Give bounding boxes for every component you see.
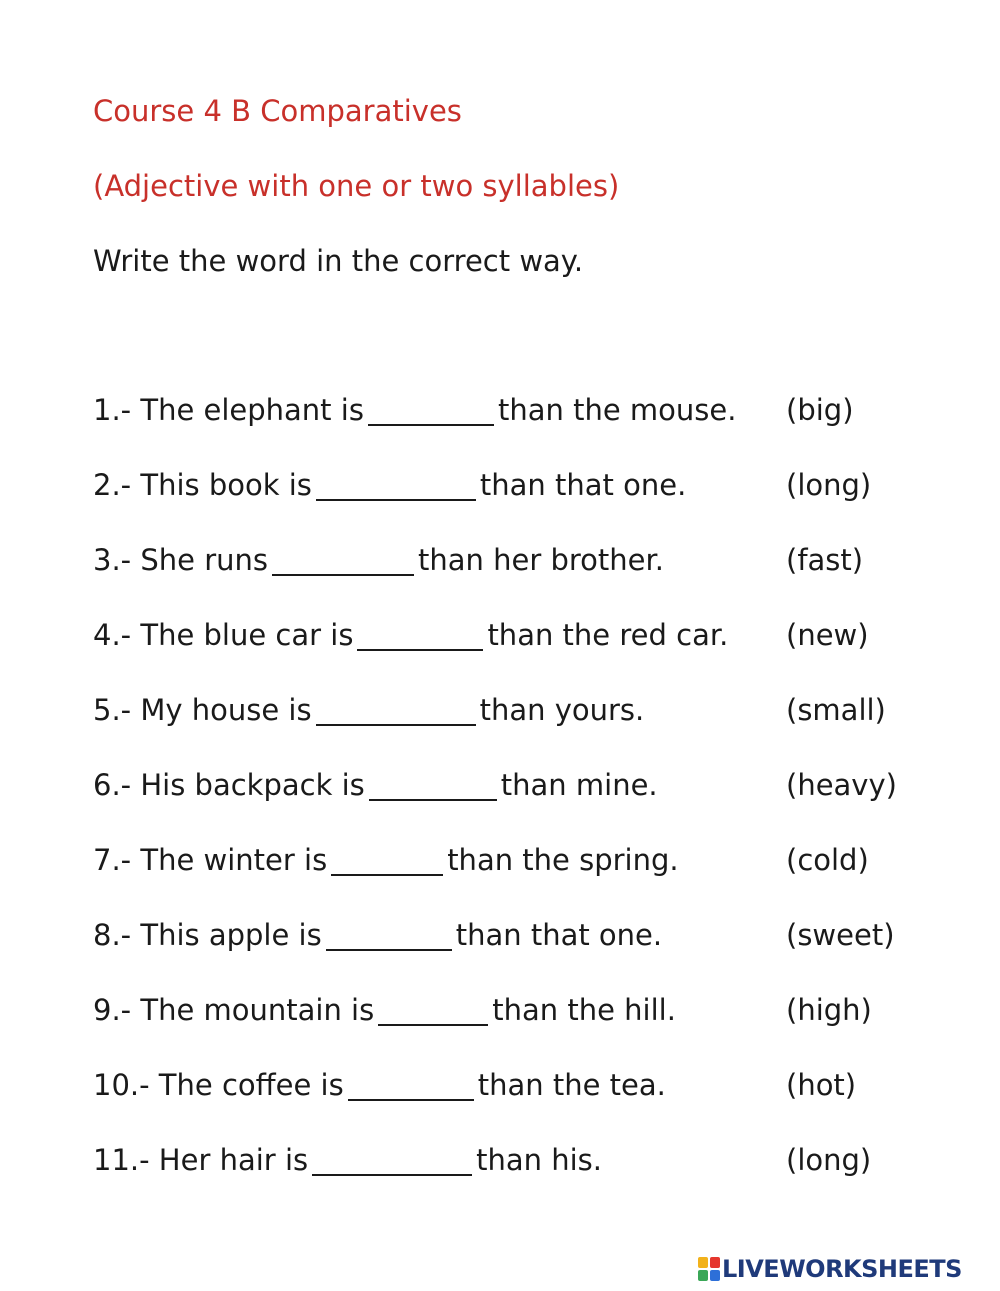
sentence-start: 9.- The mountain is <box>93 993 375 1027</box>
answer-blank-input[interactable] <box>316 696 476 726</box>
exercise-sentence <box>93 543 664 577</box>
exercise-sentence <box>93 393 736 427</box>
exercise-item <box>93 768 953 808</box>
adjective-hint: (long) <box>786 468 872 502</box>
exercise-item <box>93 468 953 508</box>
answer-blank-input[interactable] <box>331 846 443 876</box>
sentence-end: than that one. <box>479 468 687 502</box>
sentence-start: 1.- The elephant is <box>93 393 364 427</box>
exercise-sentence <box>93 843 679 877</box>
worksheet-subtitle: (Adjective with one or two syllables) <box>93 169 620 203</box>
sentence-start: 8.- This apple is <box>93 918 322 952</box>
exercise-item <box>93 393 953 433</box>
exercise-item <box>93 618 953 658</box>
sentence-end: than the red car. <box>487 618 729 652</box>
exercise-sentence <box>93 468 686 502</box>
answer-blank-input[interactable] <box>272 546 414 576</box>
sentence-start: 5.- My house is <box>93 693 312 727</box>
brand-name: LIVEWORKSHEETS <box>722 1255 962 1283</box>
sentence-start: 7.- The winter is <box>93 843 328 877</box>
sentence-end: than that one. <box>455 918 663 952</box>
answer-blank-input[interactable] <box>368 396 494 426</box>
answer-blank-input[interactable] <box>357 621 483 651</box>
exercise-item <box>93 993 953 1033</box>
logo-tile-4 <box>710 1270 720 1281</box>
exercise-sentence <box>93 1068 666 1102</box>
answer-blank-input[interactable] <box>316 471 476 501</box>
adjective-hint: (new) <box>786 618 869 652</box>
sentence-start: 2.- This book is <box>93 468 312 502</box>
answer-blank-input[interactable] <box>369 771 497 801</box>
adjective-hint: (cold) <box>786 843 869 877</box>
sentence-start: 3.- She runs <box>93 543 268 577</box>
adjective-hint: (fast) <box>786 543 864 577</box>
adjective-hint: (sweet) <box>786 918 895 952</box>
adjective-hint: (small) <box>786 693 886 727</box>
adjective-hint: (hot) <box>786 1068 857 1102</box>
logo-tile-1 <box>698 1257 708 1268</box>
sentence-start: 11.- Her hair is <box>93 1143 309 1177</box>
exercise-item <box>93 843 953 883</box>
adjective-hint: (high) <box>786 993 872 1027</box>
sentence-start: 10.- The coffee is <box>93 1068 344 1102</box>
adjective-hint: (heavy) <box>786 768 897 802</box>
exercise-sentence <box>93 618 728 652</box>
answer-blank-input[interactable] <box>348 1071 474 1101</box>
answer-blank-input[interactable] <box>312 1146 472 1176</box>
sentence-end: than the tea. <box>477 1068 666 1102</box>
liveworksheets-logo-icon <box>698 1257 720 1281</box>
sentence-end: than his. <box>476 1143 602 1177</box>
sentence-start: 4.- The blue car is <box>93 618 354 652</box>
worksheet-instruction: Write the word in the correct way. <box>93 244 584 278</box>
sentence-end: than mine. <box>500 768 658 802</box>
logo-tile-2 <box>710 1257 720 1268</box>
exercise-sentence <box>93 768 658 802</box>
exercise-item <box>93 1068 953 1108</box>
answer-blank-input[interactable] <box>326 921 452 951</box>
exercise-sentence <box>93 918 662 952</box>
exercise-item <box>93 693 953 733</box>
liveworksheets-brand <box>698 1254 962 1284</box>
worksheet-title: Course 4 B Comparatives <box>93 94 462 128</box>
exercise-sentence <box>93 1143 602 1177</box>
sentence-end: than her brother. <box>418 543 664 577</box>
exercise-sentence <box>93 993 676 1027</box>
exercise-item <box>93 918 953 958</box>
sentence-end: than yours. <box>479 693 645 727</box>
sentence-start: 6.- His backpack is <box>93 768 365 802</box>
exercise-sentence <box>93 693 644 727</box>
exercise-item <box>93 1143 953 1183</box>
logo-tile-3 <box>698 1270 708 1281</box>
sentence-end: than the mouse. <box>497 393 737 427</box>
adjective-hint: (big) <box>786 393 854 427</box>
exercise-item <box>93 543 953 583</box>
adjective-hint: (long) <box>786 1143 872 1177</box>
sentence-end: than the spring. <box>447 843 679 877</box>
answer-blank-input[interactable] <box>378 996 488 1026</box>
sentence-end: than the hill. <box>492 993 676 1027</box>
